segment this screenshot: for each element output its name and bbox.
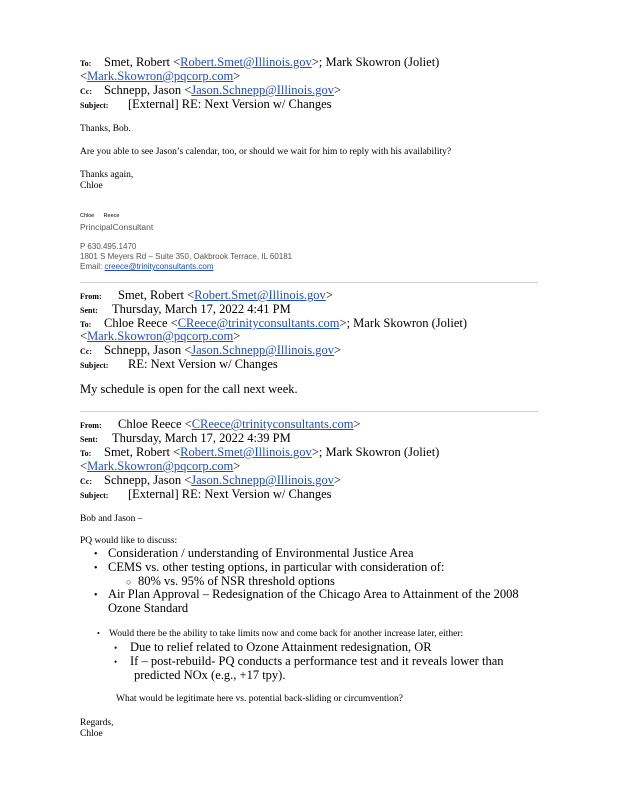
bullet-circle-icon: ○ bbox=[126, 577, 132, 587]
subject-label: Subject: bbox=[80, 361, 109, 370]
email2-body: My schedule is open for the call next week. bbox=[80, 382, 298, 396]
sig-email-link[interactable]: creece@trinityconsultants.com bbox=[104, 262, 214, 271]
question-item bbox=[97, 629, 463, 639]
question-text: Would there be the ability to take limits now and come back for another increase later, either: bbox=[109, 629, 464, 639]
to-cont-prefix: < bbox=[80, 459, 88, 473]
to-rest: >; Mark Skowron (Joliet) bbox=[339, 316, 468, 330]
email2-subject-row bbox=[80, 355, 278, 373]
sent-date: Thursday, March 17, 2022 4:39 PM bbox=[112, 431, 291, 445]
to-name: Smet, Robert < bbox=[104, 55, 181, 69]
from-label: From: bbox=[80, 292, 102, 301]
email3-subject-row bbox=[80, 485, 332, 503]
to-name: Chloe Reece < bbox=[104, 316, 178, 330]
bullet-item bbox=[94, 587, 519, 602]
greeting: Bob and Jason – bbox=[80, 514, 143, 524]
divider bbox=[80, 282, 538, 283]
bullet-text: Due to relief related to Ozone Attainment redesignation, OR bbox=[130, 640, 432, 654]
body-line: Thanks again, bbox=[80, 170, 134, 180]
to-label: To: bbox=[80, 59, 92, 68]
cc-label: Cc: bbox=[80, 347, 92, 356]
signoff: Chloe bbox=[80, 729, 103, 739]
to-cont-suffix: > bbox=[233, 69, 241, 83]
from-label: From: bbox=[80, 421, 102, 430]
sent-date: Thursday, March 17, 2022 4:41 PM bbox=[112, 302, 291, 316]
bullet-dot-icon: • bbox=[94, 549, 98, 560]
cc-name: Schnepp, Jason < bbox=[104, 473, 192, 487]
signature-name bbox=[80, 213, 119, 219]
bullet-item bbox=[94, 560, 444, 575]
bullet-dot-icon: • bbox=[94, 563, 98, 574]
cc-name: Schnepp, Jason < bbox=[104, 343, 192, 357]
to-cont-email-link[interactable]: Mark.Skowron@pqcorp.com bbox=[87, 329, 234, 343]
cc-label: Cc: bbox=[80, 87, 92, 96]
cc-suffix: > bbox=[334, 343, 342, 357]
to-cont-suffix: > bbox=[233, 459, 241, 473]
sub-bullet-cont: predicted NOx (e.g., +17 tpy). bbox=[134, 668, 286, 682]
signature-email-row bbox=[80, 262, 214, 271]
to-cont-suffix: > bbox=[233, 329, 241, 343]
sig-first-name: Chloe bbox=[80, 213, 95, 219]
bullet-item-cont: Ozone Standard bbox=[108, 601, 189, 615]
sent-label: Sent: bbox=[80, 306, 98, 315]
bullet-dot-icon: • bbox=[114, 643, 118, 653]
bullet-text: 80% vs. 95% of NSR threshold options bbox=[138, 574, 335, 588]
to-email-link[interactable]: Robert.Smet@Illinois.gov bbox=[180, 55, 312, 69]
bullet-dot-icon: • bbox=[94, 590, 98, 601]
to-label: To: bbox=[80, 320, 92, 329]
to-cont-prefix: < bbox=[80, 69, 88, 83]
from-email-link[interactable]: Robert.Smet@Illinois.gov bbox=[194, 288, 326, 302]
signature-phone: P 630.495.1470 bbox=[80, 242, 137, 251]
sig-email-label: Email: bbox=[80, 262, 105, 271]
intro: PQ would like to discuss: bbox=[80, 536, 178, 546]
to-email-link[interactable]: CReece@trinityconsultants.com bbox=[177, 316, 340, 330]
subject: RE: Next Version w/ Changes bbox=[128, 357, 278, 371]
body-line: Are you able to see Jason’s calendar, too, or should we wait for him to reply with his availability? bbox=[80, 147, 452, 157]
body-line: Thanks, Bob. bbox=[80, 124, 131, 134]
to-label: To: bbox=[80, 449, 92, 458]
sub-bullet-item bbox=[114, 654, 504, 669]
signature-title: PrincipalConsultant bbox=[80, 222, 154, 232]
sub-bullet-item bbox=[114, 640, 432, 655]
from-name: Chloe Reece < bbox=[118, 417, 192, 431]
bullet-item bbox=[94, 546, 414, 561]
cc-name: Schnepp, Jason < bbox=[104, 83, 192, 97]
cc-email-link[interactable]: Jason.Schnepp@Illinois.gov bbox=[191, 473, 335, 487]
bullet-dot-icon: • bbox=[97, 629, 100, 638]
to-cont-email-link[interactable]: Mark.Skowron@pqcorp.com bbox=[87, 459, 234, 473]
from-suffix: > bbox=[353, 417, 361, 431]
sig-last-name: Reece bbox=[103, 213, 120, 219]
to-cont-prefix: < bbox=[80, 329, 88, 343]
subject-label: Subject: bbox=[80, 491, 109, 500]
to-name: Smet, Robert < bbox=[104, 445, 181, 459]
from-name: Smet, Robert < bbox=[118, 288, 195, 302]
cc-label: Cc: bbox=[80, 477, 92, 486]
from-suffix: > bbox=[325, 288, 333, 302]
to-rest: >; Mark Skowron (Joliet) bbox=[311, 445, 440, 459]
cc-email-link[interactable]: Jason.Schnepp@Illinois.gov bbox=[191, 83, 335, 97]
divider bbox=[80, 411, 538, 412]
closing: Regards, bbox=[80, 718, 114, 728]
cc-suffix: > bbox=[334, 83, 342, 97]
cc-email-link[interactable]: Jason.Schnepp@Illinois.gov bbox=[191, 343, 335, 357]
email1-subject-row bbox=[80, 95, 332, 113]
to-email-link[interactable]: Robert.Smet@Illinois.gov bbox=[180, 445, 312, 459]
signature-address: 1801 S Meyers Rd – Suite 350, Oakbrook Terrace, IL 60181 bbox=[80, 252, 293, 261]
sent-label: Sent: bbox=[80, 435, 98, 444]
cc-suffix: > bbox=[334, 473, 342, 487]
subject: [External] RE: Next Version w/ Changes bbox=[128, 97, 332, 111]
bullet-dot-icon: • bbox=[114, 657, 118, 667]
body-line: Chloe bbox=[80, 181, 103, 191]
subject: [External] RE: Next Version w/ Changes bbox=[128, 487, 332, 501]
from-email-link[interactable]: CReece@trinityconsultants.com bbox=[191, 417, 354, 431]
to-cont-email-link[interactable]: Mark.Skowron@pqcorp.com bbox=[87, 69, 234, 83]
bullet-text: If – post-rebuild- PQ conducts a performance test and it reveals lower than bbox=[130, 654, 504, 668]
bullet-text: Consideration / understanding of Environmental Justice Area bbox=[108, 546, 414, 560]
bullet-text: Air Plan Approval – Redesignation of the Chicago Area to Attainment of the 2008 bbox=[108, 587, 519, 601]
bullet-text: CEMS vs. other testing options, in particular with consideration of: bbox=[108, 560, 445, 574]
subject-label: Subject: bbox=[80, 101, 109, 110]
followup-question: What would be legitimate here vs. potential back-sliding or circumvention? bbox=[116, 694, 404, 704]
to-rest: >; Mark Skowron (Joliet) bbox=[311, 55, 440, 69]
